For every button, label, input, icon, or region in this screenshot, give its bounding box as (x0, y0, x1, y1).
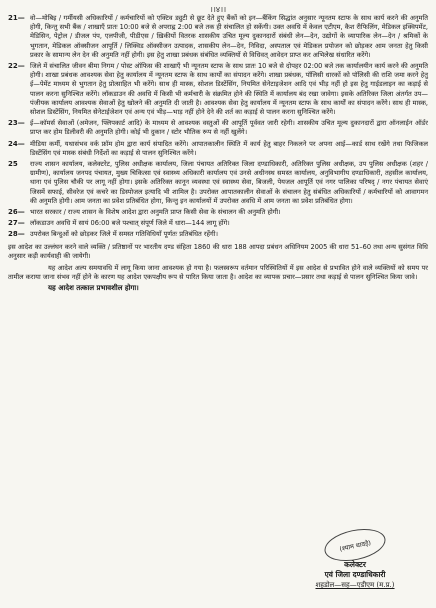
effect-line: यह आदेश तत्काल प्रभावशील होगा। (48, 284, 139, 293)
signatory-subtitle: एवं जिला दण्डाधिकारी (324, 570, 386, 579)
item-number: 24— (8, 139, 25, 148)
order-items (8, 14, 428, 293)
signatory-name: (श्याम धावड़े) (338, 538, 372, 553)
item-text: भारत सरकार / राज्य शासन के विशेष आदेश द्वारा अनुमति प्राप्त किसी सेवा के संचालन की अनुमति होगी। (30, 208, 281, 217)
item-text: ई—कॉमर्स सेवाओं (अमेजन, फ्लिपकार्ट आदि) के माध्यम से आवश्यक वस्तुओं की आपूर्ति पूर्ववत जारी रहेगी। शासकीय उचित मूल्य दुकानदारों द्वारा ऑनलाईन ऑर्डर प्राप्त कर होम डिलीवरी की अनुमति होगी। कोई भी दुकान / स्टोर भौतिक रूप से नहीं खुलेंगे। (30, 119, 428, 137)
item-number: 26— (8, 208, 25, 217)
list-item (8, 219, 428, 228)
ex-parte-paragraph: यह आदेश अल्प समयावधि में लागू किया जाना आवश्यक हो गया है। फलस्वरूप वर्तमान परिस्थितियों में इस आदेश से प्रभावित होने वाले व्यक्तियों को समय पर तामील कराया जाना संभव नहीं होने के कारण यह आदेश एकपक्षीय रूप से पारित किया जाता है। आदेश का व्यापक प्रचार—प्रसार तथा कड़ाई से पालन सुनिश्चित किया जावे। (8, 264, 428, 282)
item-number: 28— (8, 230, 25, 239)
item-number: 22— (8, 62, 25, 71)
item-number: 25 (8, 160, 18, 169)
page-number: ।।४।। (209, 5, 227, 14)
list-item (8, 14, 428, 60)
signatory-title: कलेक्टर (344, 560, 366, 569)
item-text: जिले में संचालित जीवन बीमा निगम / पोस्ट ऑफिस की शाखाएँ भी न्यूनतम स्टाफ के साथ प्रातः 10 बजे से दोपहर 02:00 बजे तक कार्यालयीन कार्य करने की अनुमति होगी। शाखा प्रबंधक आवश्यक सेवा हेतु कार्यालय में न्यूनतम स्टाफ के साथ कार्यों का संपादन करेंगे। शाखा प्रबंधक, पॉलिसी धारकों को पॉलिसी की राशि जमा करने हेतु ई—पेमेंट माध्यम से भुगतान हेतु प्रोत्साहित भी करेंगे। साथ ही मास्क, सोशल डिस्टेंसिंग, नियमित सेनेटाइजेशन आदि एवं भीड़ नहीं हो इस हेतु गाईडलाइन का कड़ाई से पालन करना सुनिश्चित करेंगे। लॉकडाउन की अवधि में किसी भी कर्मचारी के संक्रमित होने की स्थिति में कार्यालय बंद रखा जावेगा। इसके अतिरिक्त जिला अंतर्गत उप—पंजीयक कार्यालय आवश्यक सेवाओं हेतु खोलने की अनुमति दी जाती है। आवश्यक सेवा हेतु कार्यालय में न्यूनतम स्टाफ के साथ कार्यों का संपादन करेंगे। साथ ही मास्क, सोशल डिस्टेंसिंग, नियमित सेनेटाईजेशन एवं अन्य एवं भीड़—भाड़ नहीं होने देने की शर्त का कड़ाई से पालन करना सुनिश्चित करेंगे। (30, 62, 428, 117)
item-text: लॉकडाउन अवधि में सायं 06:00 बजे पश्चात् संपूर्ण जिले में धारा—144 लागू होंगे। (30, 219, 230, 228)
list-item (8, 208, 428, 217)
signatory-place: शहडोल—सह—एडीएम (म.प्र.) (315, 581, 395, 589)
item-text: राज्य शासन कार्यालय, कलेक्टरेट, पुलिस अधीक्षक कार्यालय, जिला पंचायत अतिरिक्त जिला दण्डाधिकारी, अतिरिक्त पुलिस अधीक्षक, उप पुलिस अधीक्षक (शहर / ग्रामीण), कार्यालय जनपद पंचायत, मुख्य चिकित्सा एवं स्वास्थ्य अधिकारी कार्यालय एवं उनसे अधीनस्थ समस्त कार्यालय, अनुविभागीय दण्डाधिकारी, तहसील कार्यालय, थाना एवं पुलिस चौकी पर लागू नहीं होगा। इसके अतिरिक्त कानून व्यवस्था एवं स्वास्थ्य सेवा, बिजली, पेयजल आपूर्ति एवं नगर पालिका परिषद् / नगर पंचायत सेवाएं जिसमें सफाई, सीवरेज एवं कचरे का डिस्पोजल इत्यादि भी शामिल है। उपरोक्त आपातकालीन सेवाओं के संचालन हेतु संबंधित अधिकारियों / कर्मचारियों को आवागमन की अनुमति होगी। आम जनता का प्रवेश प्रतिबंधित होगा, किन्तु इन कार्यालयों में उपरोक्त अवधि में आम जनता का प्रवेश प्रतिबंधित होगा। (30, 160, 428, 205)
item-text: उपरोक्त बिन्दुओं को छोड़कर जिले में समस्त गतिविधियाँ पूर्णतः प्रतिबंधित रहेंगी। (30, 230, 218, 239)
penalty-paragraph: इस आदेश का उल्लंघन करने वाले व्यक्ति / प्रतिष्ठानों पर भारतीय दण्ड संहिता 1860 की धारा 188 आपदा प्रबंधन अधिनियम 2005 की धारा 51–60 तथा अन्य सुसंगत विधि अनुसार कड़ी कार्यवाही की जायेगी। (8, 242, 428, 260)
list-item (8, 119, 428, 137)
item-number: 23— (8, 119, 25, 128)
list-item (8, 62, 428, 117)
item-text: वो—मोबिइ / गर्मीयसी अधिकारियों / कर्मचारियों को एक्टिव ड्युटी से छूट देते हुए बैंकों को इन—बैंकिंग सिद्धांत अनुसार न्यूनतम स्टाफ के साथ कार्य करने की अनुमति होगी, किन्तु सभी बैंक / शाखाएँ प्रातः 10:00 बजे से अपराह्न 2:00 बजे तक ही संचालित हो सकेंगी। उक्त अवधि में केवल एटीएम, कैश रीफिलिंग, मेडिकल इक्विपमेंट, मेडिसिन, पेट्रोल / डीजल पंप, एलपीजी, पीडीएस / ख़िकीयों वितरक शासकीय उचित मूल्य दुकानदारों संबंधी लेन—देन, उद्योगों के व्यापारिक लेन—देन / श्रमिकों के भुगतान, मेडिकल ऑक्सीजन आपूर्ति / लिक्विड ऑक्सीजन उत्पादक, शासकीय लेन—देन, निविदा, अस्पताल एवं मेडिकल प्रयोजन को छोड़कर आम जनता हेतु किसी प्रकार के सामान्य लेन देन की अनुमति नहीं होगी। इस हेतु शाखा प्रबंधक संबंधित व्यक्तियों से विधिवत् आवेदन प्राप्त कर अभिलेख संधारित करेंगे। (30, 14, 428, 59)
list-item (8, 230, 428, 239)
item-text: मीडिया कर्मी, यथासंभव वर्क फ्रॉम होम द्वारा कार्य संपादित करेंगे। आपातकालीन स्थिति में कार्य हेतु बाहर निकलने पर अपना आई—कार्ड साथ रखेंगे तथा फिजिकल डिस्टेंसिंग एवं मास्क संबंधी निर्देशों का कड़ाई से पालन सुनिश्चित करेंगे। (30, 139, 428, 157)
list-item (8, 160, 428, 206)
item-number: 27— (8, 219, 25, 228)
item-number: 21— (8, 14, 25, 22)
list-item (8, 140, 428, 158)
signature-block (300, 530, 410, 590)
